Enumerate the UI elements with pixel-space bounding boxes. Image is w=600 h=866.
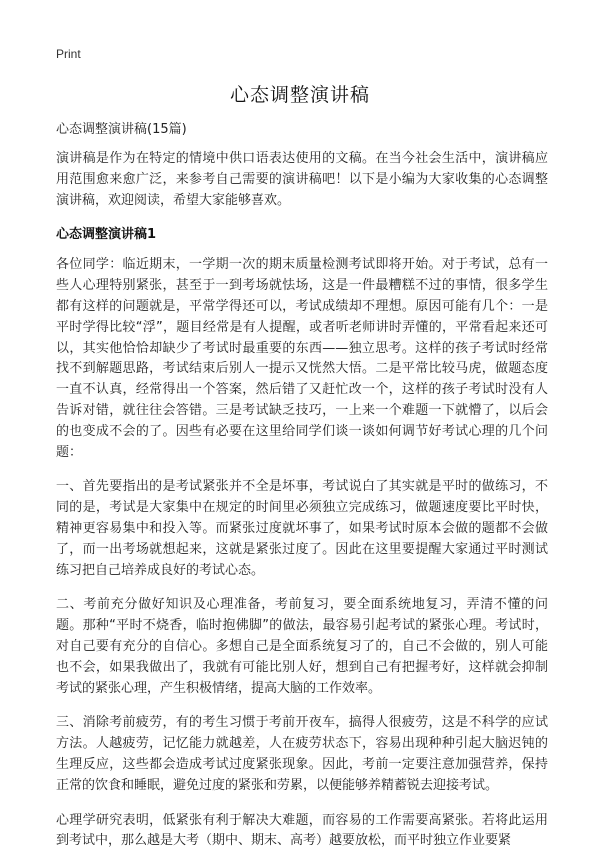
body-paragraph: 三、消除考前疲劳，有的考生习惯于考前开夜车，搞得人很疲劳，这是不科学的应试方法。人越疲劳，记忆能力就越差，人在疲劳状态下，容易出现种种引起大脑迟钝的生理反应，这些都会造成考试过度紧张现象。因此，考前一定要注意加强营养，保持正常的饮食和睡眠，避免过度的紧张和劳累，以便能够养精蓄锐去迎接考试。 — [56, 715, 548, 793]
page-title: 心态调整演讲稿 — [229, 84, 370, 106]
body-paragraph: 二、考前充分做好知识及心理准备，考前复习，要全面系统地复习，弄清不懂的问题。那种“平时不烧香，临时抱佛脚”的做法，最容易引起考试的紧张心理。考试时，对自己要有充分的自信心。多想自己是全面系统复习了的，自己不会做的，别人可能也不会，如果我做出了，我就有可能比别人好，想到自己有把握考好，这样就会抑制考试的紧张心理，产生积极情绪，提高大脑的工作效率。 — [56, 597, 548, 696]
document-body — [56, 120, 548, 866]
intro-paragraph: 演讲稿是作为在特定的情境中供口语表达使用的文稿。在当今社会生活中，演讲稿应用范围愈来愈广泛，来参考自己需要的演讲稿吧！以下是小编为大家收集的心态调整演讲稿，欢迎阅读，希望大家能够喜欢。 — [56, 151, 548, 208]
print-link[interactable]: Print — [56, 47, 81, 61]
body-paragraph: 心理学研究表明，低紧张有利于解决大难题，而容易的工作需要高紧张。若将此运用到考试中，那么越是大考（期中、期末、高考）越要放松，而平时独立作业要紧 — [56, 812, 548, 849]
body-paragraph: 一、首先要指出的是考试紧张并不全是坏事，考试说白了其实就是平时的做练习，不同的是，考试是大家集中在规定的时间里必须独立完成练习，做题速度要比平时快，精神更容易集中和投入等。而紧张过度就坏事了，如果考试时原本会做的题都不会做了，而一出考场就想起来，这就是紧张过度了。因此在这里要提醒大家通过平时测试练习把自己培养成良好的考试心态。 — [56, 479, 548, 578]
document-subtitle: 心态调整演讲稿(15篇) — [56, 122, 187, 137]
body-paragraph: 各位同学：临近期末，一学期一次的期末质量检测考试即将开始。对于考试，总有一些人心理特别紧张，甚至于一到考场就怯场，这是一件最糟糕不过的事情，很多学生都有这样的问题就是，平常学得还可以，考试成绩却不理想。原因可能有几个：一是平时学得比较“浮”，题目经常是有人提醒，或者听老师讲时弄懂的，平常看起来还可以，其实他恰恰却缺少了考试时最重要的东西——独立思考。这样的孩子考试时经常找不到解题思路，考试结束后别人一提示又恍然大悟。二是平常比较马虎，做题态度一直不认真，经常得出一个答案，然后错了又赶忙改一个，这样的孩子考试时没有人告诉对错，就往往会答错。三是考试缺乏技巧，一上来一个难题一下就懵了，以后会的也变成不会的了。因些有必要在这里给同学们谈一谈如何调节好考试心理的几个问题： — [56, 257, 548, 460]
section-heading: 心态调整演讲稿1 — [56, 227, 157, 243]
